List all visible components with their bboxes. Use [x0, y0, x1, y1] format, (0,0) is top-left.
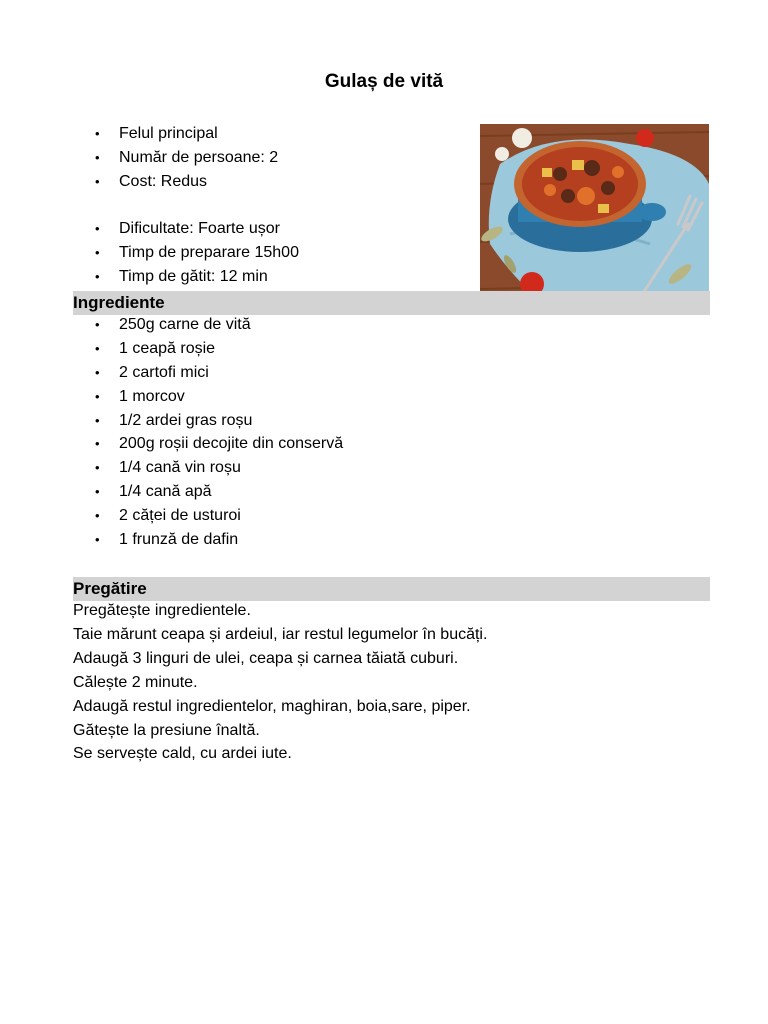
ingredient-item: • 1/2 ardei gras roșu — [73, 409, 343, 433]
preparation-step: Adaugă 3 linguri de ulei, ceapa și carnea tăiată cuburi. — [73, 649, 459, 667]
preparation-heading: Pregătire — [73, 577, 710, 601]
meta-servings: • Număr de persoane: 2 — [73, 146, 278, 170]
ingredients-heading: Ingrediente — [73, 291, 710, 315]
ingredient-item: • 200g roșii decojite din conservă — [73, 432, 343, 456]
ingredient-item: • 1 ceapă roșie — [73, 337, 343, 361]
preparation-step: Taie mărunt ceapa și ardeiul, iar restul legumelor în bucăți. — [73, 625, 488, 643]
recipe-meta-top — [73, 122, 278, 194]
preparation-step: Gătește la presiune înaltă. — [73, 721, 260, 739]
recipe-photo — [480, 124, 709, 301]
meta-cook-time: • Timp de gătit: 12 min — [73, 265, 299, 289]
recipe-meta-bottom — [73, 217, 299, 289]
preparation-steps — [73, 599, 487, 766]
meta-course: • Felul principal — [73, 122, 278, 146]
ingredient-item: • 2 cartofi mici — [73, 361, 343, 385]
meta-difficulty: • Dificultate: Foarte ușor — [73, 217, 299, 241]
meta-cost: • Cost: Redus — [73, 170, 278, 194]
recipe-title: Gulaș de vită — [324, 71, 444, 92]
ingredient-item: • 1 morcov — [73, 385, 343, 409]
ingredient-item: • 1 frunză de dafin — [73, 528, 343, 552]
ingredient-item: • 250g carne de vită — [73, 313, 343, 337]
ingredient-item: • 1/4 cană apă — [73, 480, 343, 504]
preparation-step: Călește 2 minute. — [73, 673, 198, 691]
preparation-step: Se servește cald, cu ardei iute. — [73, 745, 292, 763]
ingredient-item: • 2 căței de usturoi — [73, 504, 343, 528]
preparation-step: Pregătește ingredientele. — [73, 602, 251, 619]
preparation-step: Adaugă restul ingredientelor, maghiran, boia,sare, piper. — [73, 697, 471, 715]
meta-prep-time: • Timp de preparare 15h00 — [73, 241, 299, 265]
ingredients-list — [73, 313, 343, 552]
ingredient-item: • 1/4 cană vin roșu — [73, 456, 343, 480]
